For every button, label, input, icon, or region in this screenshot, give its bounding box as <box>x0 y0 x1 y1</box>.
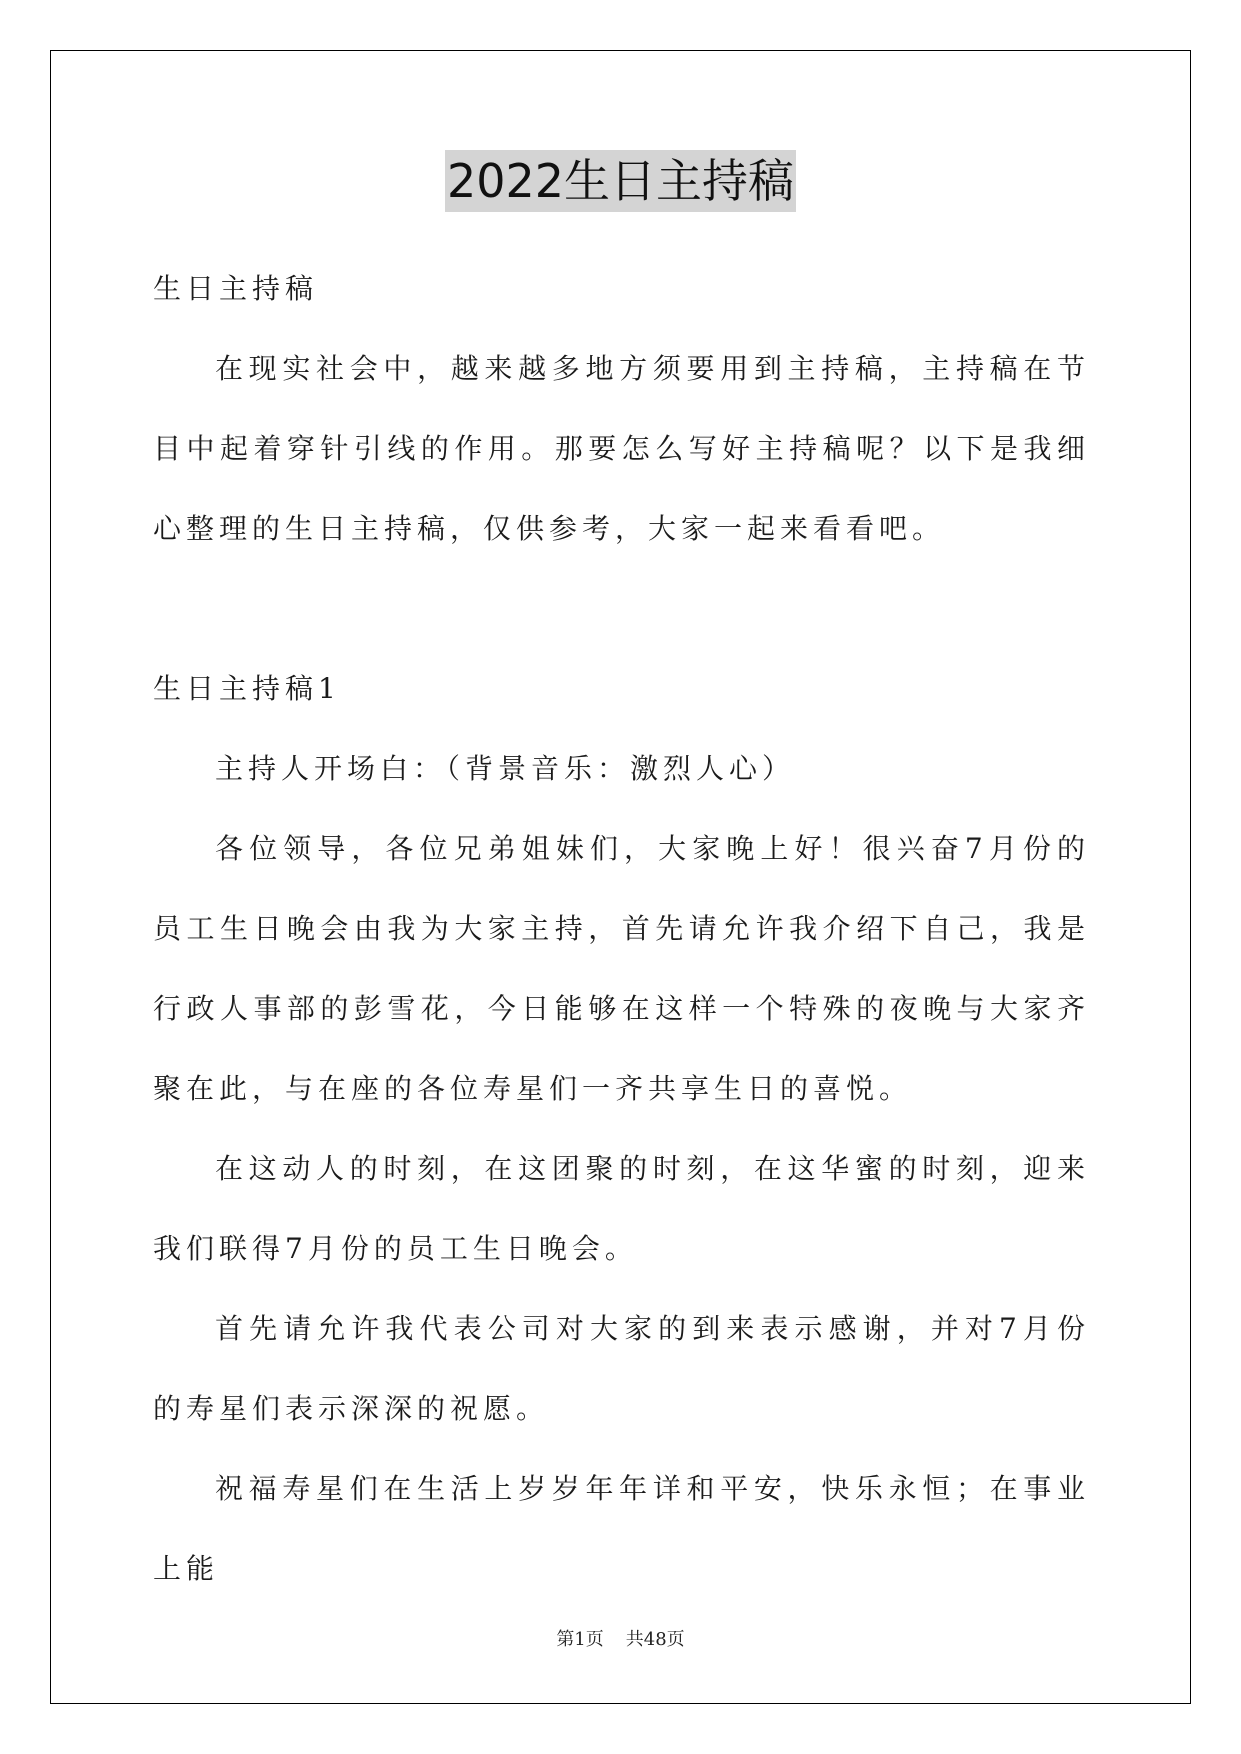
page-number: 第1页 <box>556 1629 604 1650</box>
body-paragraph: 主持人开场白：（背景音乐：激烈人心） <box>215 752 796 785</box>
body-paragraph: 各位领导，各位兄弟姐妹们，大家晚上好！很兴奋7月份的员工生日晚会由我为大家主持，首先请允许我介绍下自己，我是行政人事部的彭雪花，今日能够在这样一个特殊的夜晚与大家齐聚在此，与在座的各位寿星们一齐共享生日的喜悦。 <box>153 832 1090 1105</box>
title-container <box>0 150 1241 212</box>
body-paragraph: 在这动人的时刻，在这团聚的时刻，在这华蜜的时刻，迎来我们联得7月份的员工生日晚会。 <box>153 1152 1090 1265</box>
section-heading: 生日主持稿1 <box>153 672 341 705</box>
document-body <box>153 249 1090 1609</box>
intro-paragraph: 在现实社会中，越来越多地方须要用到主持稿，主持稿在节目中起着穿针引线的作用。那要怎么写好主持稿呢？以下是我细心整理的生日主持稿，仅供参考，大家一起来看看吧。 <box>153 352 1090 545</box>
body-paragraph: 祝福寿星们在生活上岁岁年年详和平安，快乐永恒；在事业上能 <box>153 1472 1090 1585</box>
document-title: 2022生日主持稿 <box>445 150 796 212</box>
body-paragraph: 首先请允许我代表公司对大家的到来表示感谢，并对7月份的寿星们表示深深的祝愿。 <box>153 1312 1090 1425</box>
page-total: 共48页 <box>625 1629 685 1650</box>
page-footer <box>0 1625 1241 1651</box>
section-heading: 生日主持稿 <box>153 272 319 305</box>
